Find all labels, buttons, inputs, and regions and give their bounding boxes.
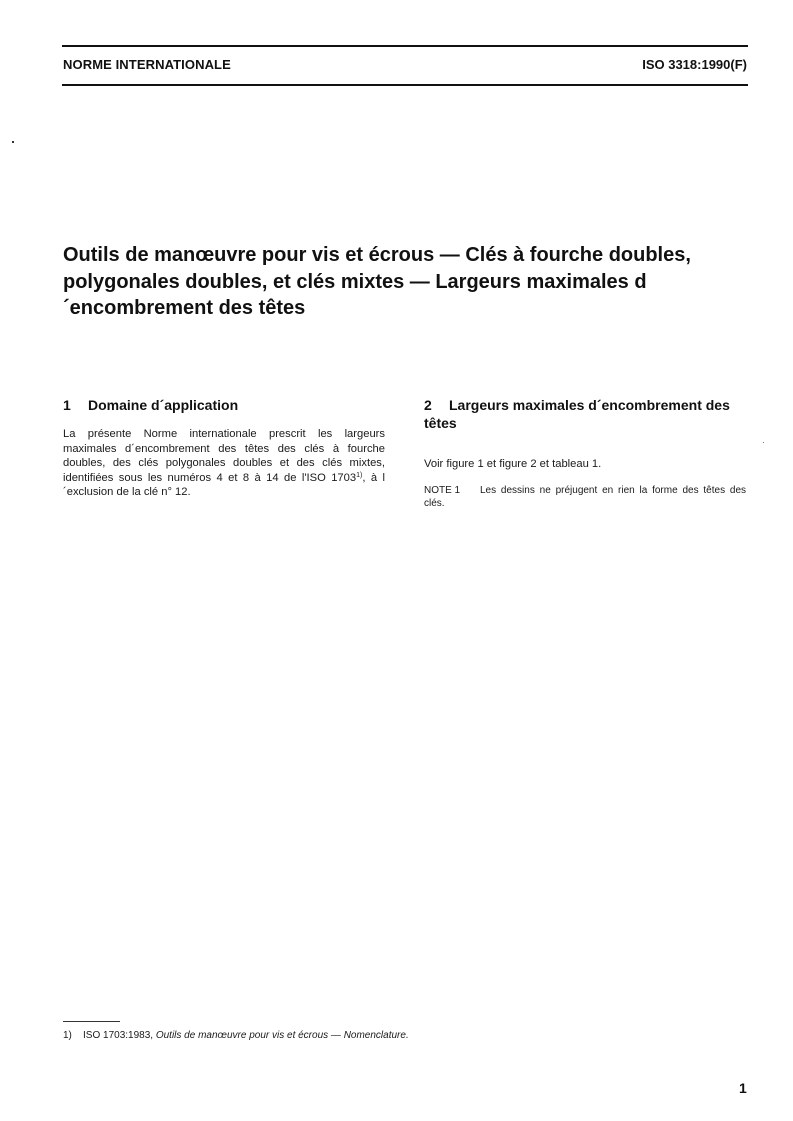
section-paragraph: Voir figure 1 et figure 2 et tableau 1. [424,458,602,470]
section-2 [424,396,746,510]
footnote-number: 1) [63,1030,72,1041]
section-title: Largeurs maximales d´encombrement des têtes [424,397,730,431]
footnote-title: Outils de manœuvre pour vis et écrous — Nomenclature. [155,1030,409,1041]
header-document-id: ISO 3318:1990(F) [642,57,747,72]
note [424,484,746,510]
footnote [63,1030,409,1041]
section-1 [63,396,385,500]
header-standard-type: NORME INTERNATIONALE [63,57,231,72]
section-number: 2 [424,397,432,413]
document-title: Outils de manœuvre pour vis et écrous — Clés à fourche doubles, polygonales doubles, et clés mixtes — Largeurs maximales d´encombrement des têtes [63,244,691,319]
scan-artifact-dot [12,141,14,143]
section-heading [424,396,746,432]
section-number: 1 [63,397,71,413]
header-bottom-rule [62,84,748,86]
note-label: NOTE 1 [424,484,461,496]
scan-artifact-dot [763,442,764,443]
footnote-separator [63,1021,120,1022]
section-paragraph [63,427,385,500]
footnote-reference-text: ISO 1703:1983, [83,1030,154,1041]
page-number: 1 [739,1080,747,1096]
paragraph-text: La présente Norme internationale prescrit les largeurs maximales d´encombrement des têtes des clés à fourche doubles, des clés polygonales doubles et des clés mixtes, identifiées sous les numéros 4 et 8 à 14 de l'ISO 1703 [63,428,385,484]
note-text: Les dessins ne préjugent en rien la forme des têtes des clés. [424,484,746,509]
section-title: Domaine d´application [88,397,239,413]
header-top-rule [62,45,748,47]
footnote-reference: 1) [356,471,363,479]
section-heading [63,396,385,414]
paragraph-text: , à l´exclusion de la clé n° 12. [63,471,385,498]
